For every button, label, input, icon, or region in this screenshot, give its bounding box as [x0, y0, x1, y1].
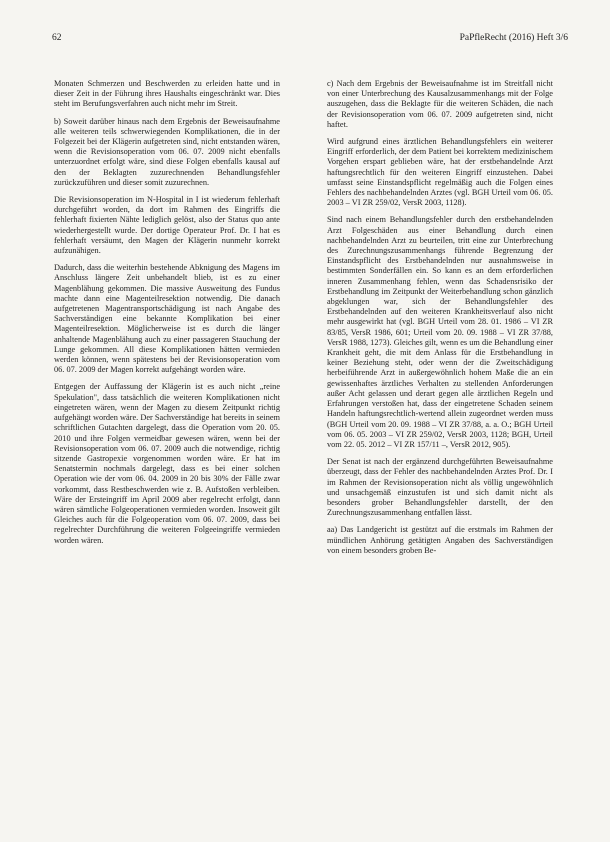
right-column — [327, 79, 553, 563]
paragraph: Die Revisionsoperation im N-Hospital in I ist wiederum fehlerhaft durchgeführt worden, da dort im Rahmen des Eingriffs die fehlerhaft fixierten Nähte lediglich gelöst, also der Status quo ante wiederhergestellt wurde. Der dortige Operateur Prof. Dr. I hat es fehlerhaft versäumt, den Magen der Klägerin nunmehr korrekt aufzunähigen. — [54, 195, 280, 256]
paragraph: Monaten Schmerzen und Beschwerden zu erleiden hatte und in dieser Zeit in der Führung ihres Haushalts eingeschränkt war. Dies steht im Berufungsverfahren auch nicht mehr im Streit. — [54, 79, 280, 109]
journal-reference: PaPfleRecht (2016) Heft 3/6 — [459, 33, 568, 43]
left-column — [54, 79, 280, 553]
paragraph: Entgegen der Auffassung der Klägerin ist es auch nicht „reine Spekulation", dass tatsächlich die weiteren Komplikationen nicht eingetreten wären, wenn der Magen zu diesem Zeitpunkt richtig aufgehängt worden wäre. Der Sachverständige hat bereits in seinem schriftlichen Gutachten dargelegt, dass die Operation vom 20. 05. 2010 und ihre Folgen vermeidbar gewesen wären, wenn bei der Revisionsoperation vom 06. 07. 2009 auch die notwendige, richtig sitzende Gastropexie vorgenommen worden wäre. Er hat im Senatstermin nochmals dargelegt, dass es bei einer solchen Operation wie der vom 06. 04. 2009 in 20 bis 30% der Fälle zwar vorkommt, dass Restbeschwerden wie z. B. Aufstoßen verbleiben. Wäre der Ersteingriff im April 2009 aber regelrecht erfolgt, dann wären sämtliche Folgeoperationen vermieden worden. Insoweit gilt Gleiches auch für die Folgeoperation vom 06. 07. 2009, dass bei regelrechter Durchführung die weiteren Folgeeingriffe vermieden worden wären. — [54, 382, 280, 545]
paragraph: Sind nach einem Behandlungsfehler durch den erstbehandelnden Arzt Folgeschäden aus einer Behandlung durch einen nachbehandelnden Arzt zu beurteilen, tritt eine zur Unterbrechung des Zurechnungszusammenhangs führende Begrenzung der Einstandspflicht des Erstbehandelnden nur ausnahmsweise in bestimmten Sonderfällen ein. So kann es an dem erforderlichen inneren Zusammenhang fehlen, wenn das Schadensrisiko der Erstbehandlung im Zeitpunkt der Weiterbehandlung schon gänzlich abgeklungen war, sich der Behandlungsfehler des Erstbehandelnden auf den weiteren Krankheitsverlauf also nicht mehr ausgewirkt hat (vgl. BGH Urteil vom 28. 01. 1986 – VI ZR 83/85, VersR 1986, 601; Urteil vom 20. 09. 1988 – VI ZR 37/88, VersR 1988, 1273). Gleiches gilt, wenn es um die Behandlung einer Krankheit geht, die mit dem Anlass für die Erstbehandlung in keiner Beziehung steht, oder wenn der die Zweitschädigung herbeiführende Arzt in außergewöhnlich hohem Maße die an ein gewissenhaftes ärztliches Verhalten zu stellenden Anforderungen außer Acht gelassen und derart gegen alle ärztlichen Regeln und Erfahrungen verstoßen hat, dass der eingetretene Schaden seinem Handeln haftungsrechtlich-wertend allein zugeordnet werden muss (BGH Urteil vom 20. 09. 1988 – VI ZR 37/88, a. a. O.; BGH Urteil vom 06. 05. 2003 – VI ZR 259/02, VersR 2003, 1128; BGH, Urteil vom 22. 05. 2012 – VI ZR 157/11 –, VersR 2012, 905). — [327, 215, 553, 449]
page-header — [52, 33, 568, 47]
paragraph: Wird aufgrund eines ärztlichen Behandlungsfehlers ein weiterer Eingriff erforderlich, der dem Patient bei korrektem medizinischem Vorgehen erspart geblieben wäre, hat der erstbehandelnde Arzt haftungsrechtlich für den weiteren Eingriff einzustehen. Dabei umfasst seine Einstandspflicht regelmäßig auch die Folgen eines Fehlers des nachbehandelnden Arztes (vgl. BGH Urteil vom 06. 05. 2003 – VI ZR 259/02, VersR 2003, 1128). — [327, 137, 553, 208]
paragraph: aa) Das Landgericht ist gestützt auf die erstmals im Rahmen der mündlichen Anhörung getätigten Angaben des Sachverständigen von einem besonders groben Be- — [327, 525, 553, 555]
paragraph: c) Nach dem Ergebnis der Beweisaufnahme ist im Streitfall nicht von einer Unterbrechung des Kausalzusammenhangs mit der Folge auszugehen, dass die Beklagte für die weiteren Schäden, die nach der Revisionsoperation vom 06. 07. 2009 aufgetreten sind, nicht haftet. — [327, 79, 553, 129]
page-number: 62 — [52, 33, 62, 43]
paragraph: b) Soweit darüber hinaus nach dem Ergebnis der Beweisaufnahme alle weiteren teils schwerwiegenden Komplikationen, die in der Folgezeit bei der Klägerin aufgetreten sind, nicht entstanden wären, wenn die Revisionsoperation vom 06. 07. 2009 nicht ebenfalls unterzuordnet erfolgt wäre, sind diese Folgen ebenfalls kausal auf den der Beklagten zuzurechnenden Behandlungsfehler zurückzuführen und dieser somit zuzurechnen. — [54, 116, 280, 187]
paragraph: Der Senat ist nach der ergänzend durchgeführten Beweisaufnahme überzeugt, dass der Fehler des nachbehandelnden Arztes Prof. Dr. I im Rahmen der Revisionsoperation nicht als völlig ungewöhnlich und unsachgemäß einzustufen ist und sich damit nicht als besonders grober Behandlungsfehler darstellt, der den Zurechnungszusammenhang entfallen lässt. — [327, 457, 553, 518]
paragraph: Dadurch, dass die weiterhin bestehende Abknigung des Magens im Anschluss längere Zeit unbehandelt blieb, ist es zu einer Magenblähung gekommen. Die massive Ausweitung des Fundus machte dann eine Magenteilresektion notwendig. Die danach aufgetretenen Magentransportschädigung ist nach Angabe des Sachverständigen eine bekannte Komplikation bei einer Magenteilresektion. Möglicherweise ist es durch die länger anhaltende Magenblähung auch zu einer passageren Stauchung der Lunge gekommen. All diese Komplikationen hätten vermieden werden können, wenn spätestens bei der Revisionsoperation vom 06. 07. 2009 der Magen korrekt aufgehängt worden wäre. — [54, 263, 280, 375]
